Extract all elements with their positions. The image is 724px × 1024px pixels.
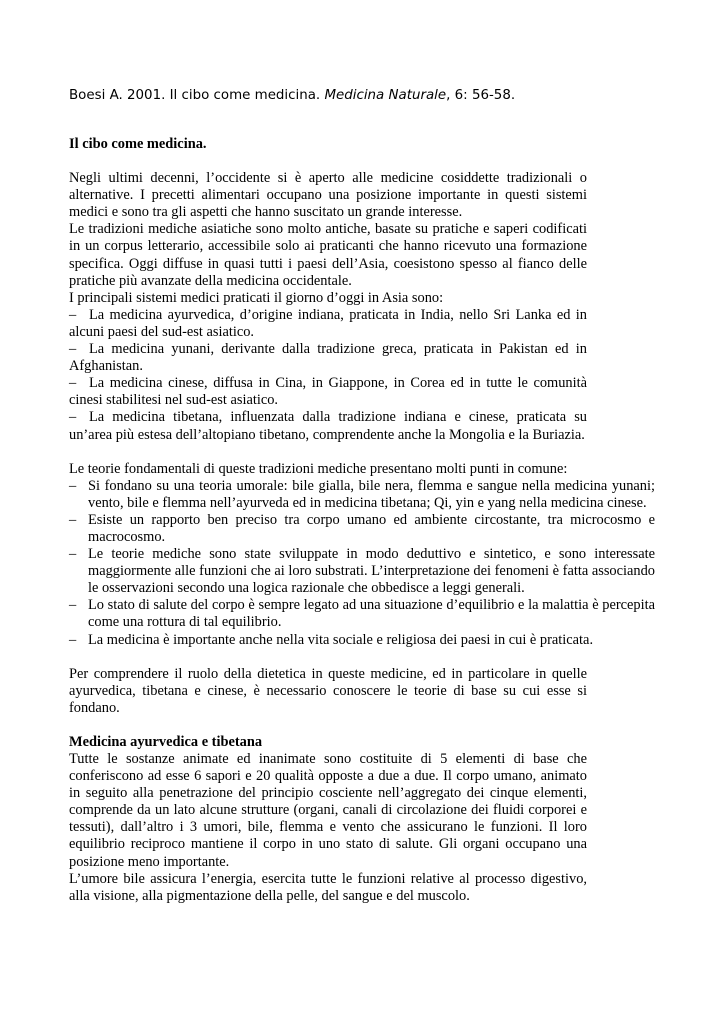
dash-mark: – <box>69 597 77 614</box>
list-item <box>69 512 655 546</box>
citation <box>69 87 669 105</box>
intro-paragraph-2: Le tradizioni mediche asiatiche sono molto antiche, basate su pratiche e saperi codificati in un corpus letterario, accessibile solo ai praticanti che hanno ricevuto una formazione specifica. Oggi diffuse in quasi tutti i paesi dell’Asia, coesistono spesso al fianco delle pratiche più avanzate della medicina occidentale. <box>69 221 587 289</box>
dash-mark: – <box>69 375 77 392</box>
list-item <box>69 341 587 375</box>
system-tibetana: La medicina tibetana, influenzata dalla tradizione indiana e cinese, praticata su un’area più estesa dell’altopiano tibetano, comprendente anche la Mongolia e la Buriazia. <box>69 409 587 443</box>
citation-journal: Medicina Naturale <box>324 88 447 103</box>
list-item <box>69 409 587 443</box>
theories-intro: Le teorie fondamentali di queste tradizioni mediche presentano molti punti in comune: <box>69 460 568 477</box>
list-item <box>69 546 655 597</box>
list-item <box>69 632 655 649</box>
dash-mark: – <box>69 511 77 528</box>
theory-5: La medicina è importante anche nella vita sociale e religiosa dei paesi in cui è praticata. <box>88 631 594 648</box>
list-item <box>69 307 587 341</box>
list-item <box>69 375 587 409</box>
theory-3: Le teorie mediche sono state sviluppate in modo deduttivo e sintetico, e sono interessate maggiormente alle funzioni che ai loro substrati. L’interpretazione dei fenomeni è fatta associando le osservazioni secondo una logica razionale che obbedisce a leggi generali. <box>88 546 655 597</box>
list-item <box>69 597 655 631</box>
list-item <box>69 478 655 512</box>
intro-paragraph-3: I principali sistemi medici praticati il giorno d’oggi in Asia sono: <box>69 289 444 306</box>
dash-mark: – <box>69 341 77 358</box>
citation-suffix: , 6: 56-58. <box>446 88 516 103</box>
dash-mark: – <box>69 546 77 563</box>
citation-prefix: Boesi A. 2001. Il cibo come medicina. <box>69 88 325 103</box>
understanding-paragraph: Per comprendere il ruolo della dietetica in queste medicine, ed in particolare in quelle ayurvedica, tibetana e cinese, è necessario conoscere le teorie di base su cui esse si fondano. <box>69 665 587 716</box>
section-heading: Medicina ayurvedica e tibetana <box>69 733 263 750</box>
theory-4: Lo stato di salute del corpo è sempre legato ad una situazione d’equilibrio e la malattia è percepita come una rottura di tal equilibrio. <box>88 597 655 631</box>
theory-1: Si fondano su una teoria umorale: bile gialla, bile nera, flemma e sangue nella medicina yunani; vento, bile e flemma nell’ayurveda ed in medicina tibetana; Qi, yin e yang nella medicina cinese. <box>88 477 655 511</box>
dash-mark: – <box>69 477 77 494</box>
theory-2: Esiste un rapporto ben preciso tra corpo umano ed ambiente circostante, tra microcosmo e macrocosmo. <box>88 511 655 545</box>
section-paragraph-2: L’umore bile assicura l’energia, esercita tutte le funzioni relative al processo digestivo, alla visione, alla pigmentazione della pelle, del sangue e del muscolo. <box>69 870 587 904</box>
article-title: Il cibo come medicina. <box>69 136 207 152</box>
article-body <box>69 136 655 905</box>
system-yunani: La medicina yunani, derivante dalla tradizione greca, praticata in Pakistan ed in Afghanistan. <box>69 341 587 375</box>
theories-block <box>69 461 655 649</box>
dash-mark: – <box>69 306 77 323</box>
section-paragraph-1: Tutte le sostanze animate ed inanimate sono costituite di 5 elementi di base che conferiscono ad esse 6 sapori e 20 qualità opposte a due a due. Il corpo umano, animato in seguito alla penetrazione del principio cosciente nell’aggregato dei cinque elementi, comprende da un lato alcune strutture (organi, canali di circolazione dei fluidi corporei e tessuti), dall’altro i 3 umori, bile, flemma e vento che assicurano le funzioni. Il loro equilibrio reciproco mantiene il corpo in uno stato di salute. Gli organi occupano una posizione meno importante. <box>69 751 587 870</box>
system-cinese: La medicina cinese, diffusa in Cina, in Giappone, in Corea ed in tutte le comunità cinesi stabilitesi nel sud-est asiatico. <box>69 375 587 409</box>
intro-paragraph-1: Negli ultimi decenni, l’occidente si è aperto alle medicine cosiddette tradizionali o alternative. I precetti alimentari occupano una posizione importante in questi sistemi medici e sono tra gli aspetti che hanno suscitato un grande interesse. <box>69 170 587 221</box>
dash-mark: – <box>69 409 77 426</box>
system-ayurveda: La medicina ayurvedica, d’origine indiana, praticata in India, nello Sri Lanka ed in alcuni paesi del sud-est asiatico. <box>69 306 587 340</box>
dash-mark: – <box>69 631 77 648</box>
